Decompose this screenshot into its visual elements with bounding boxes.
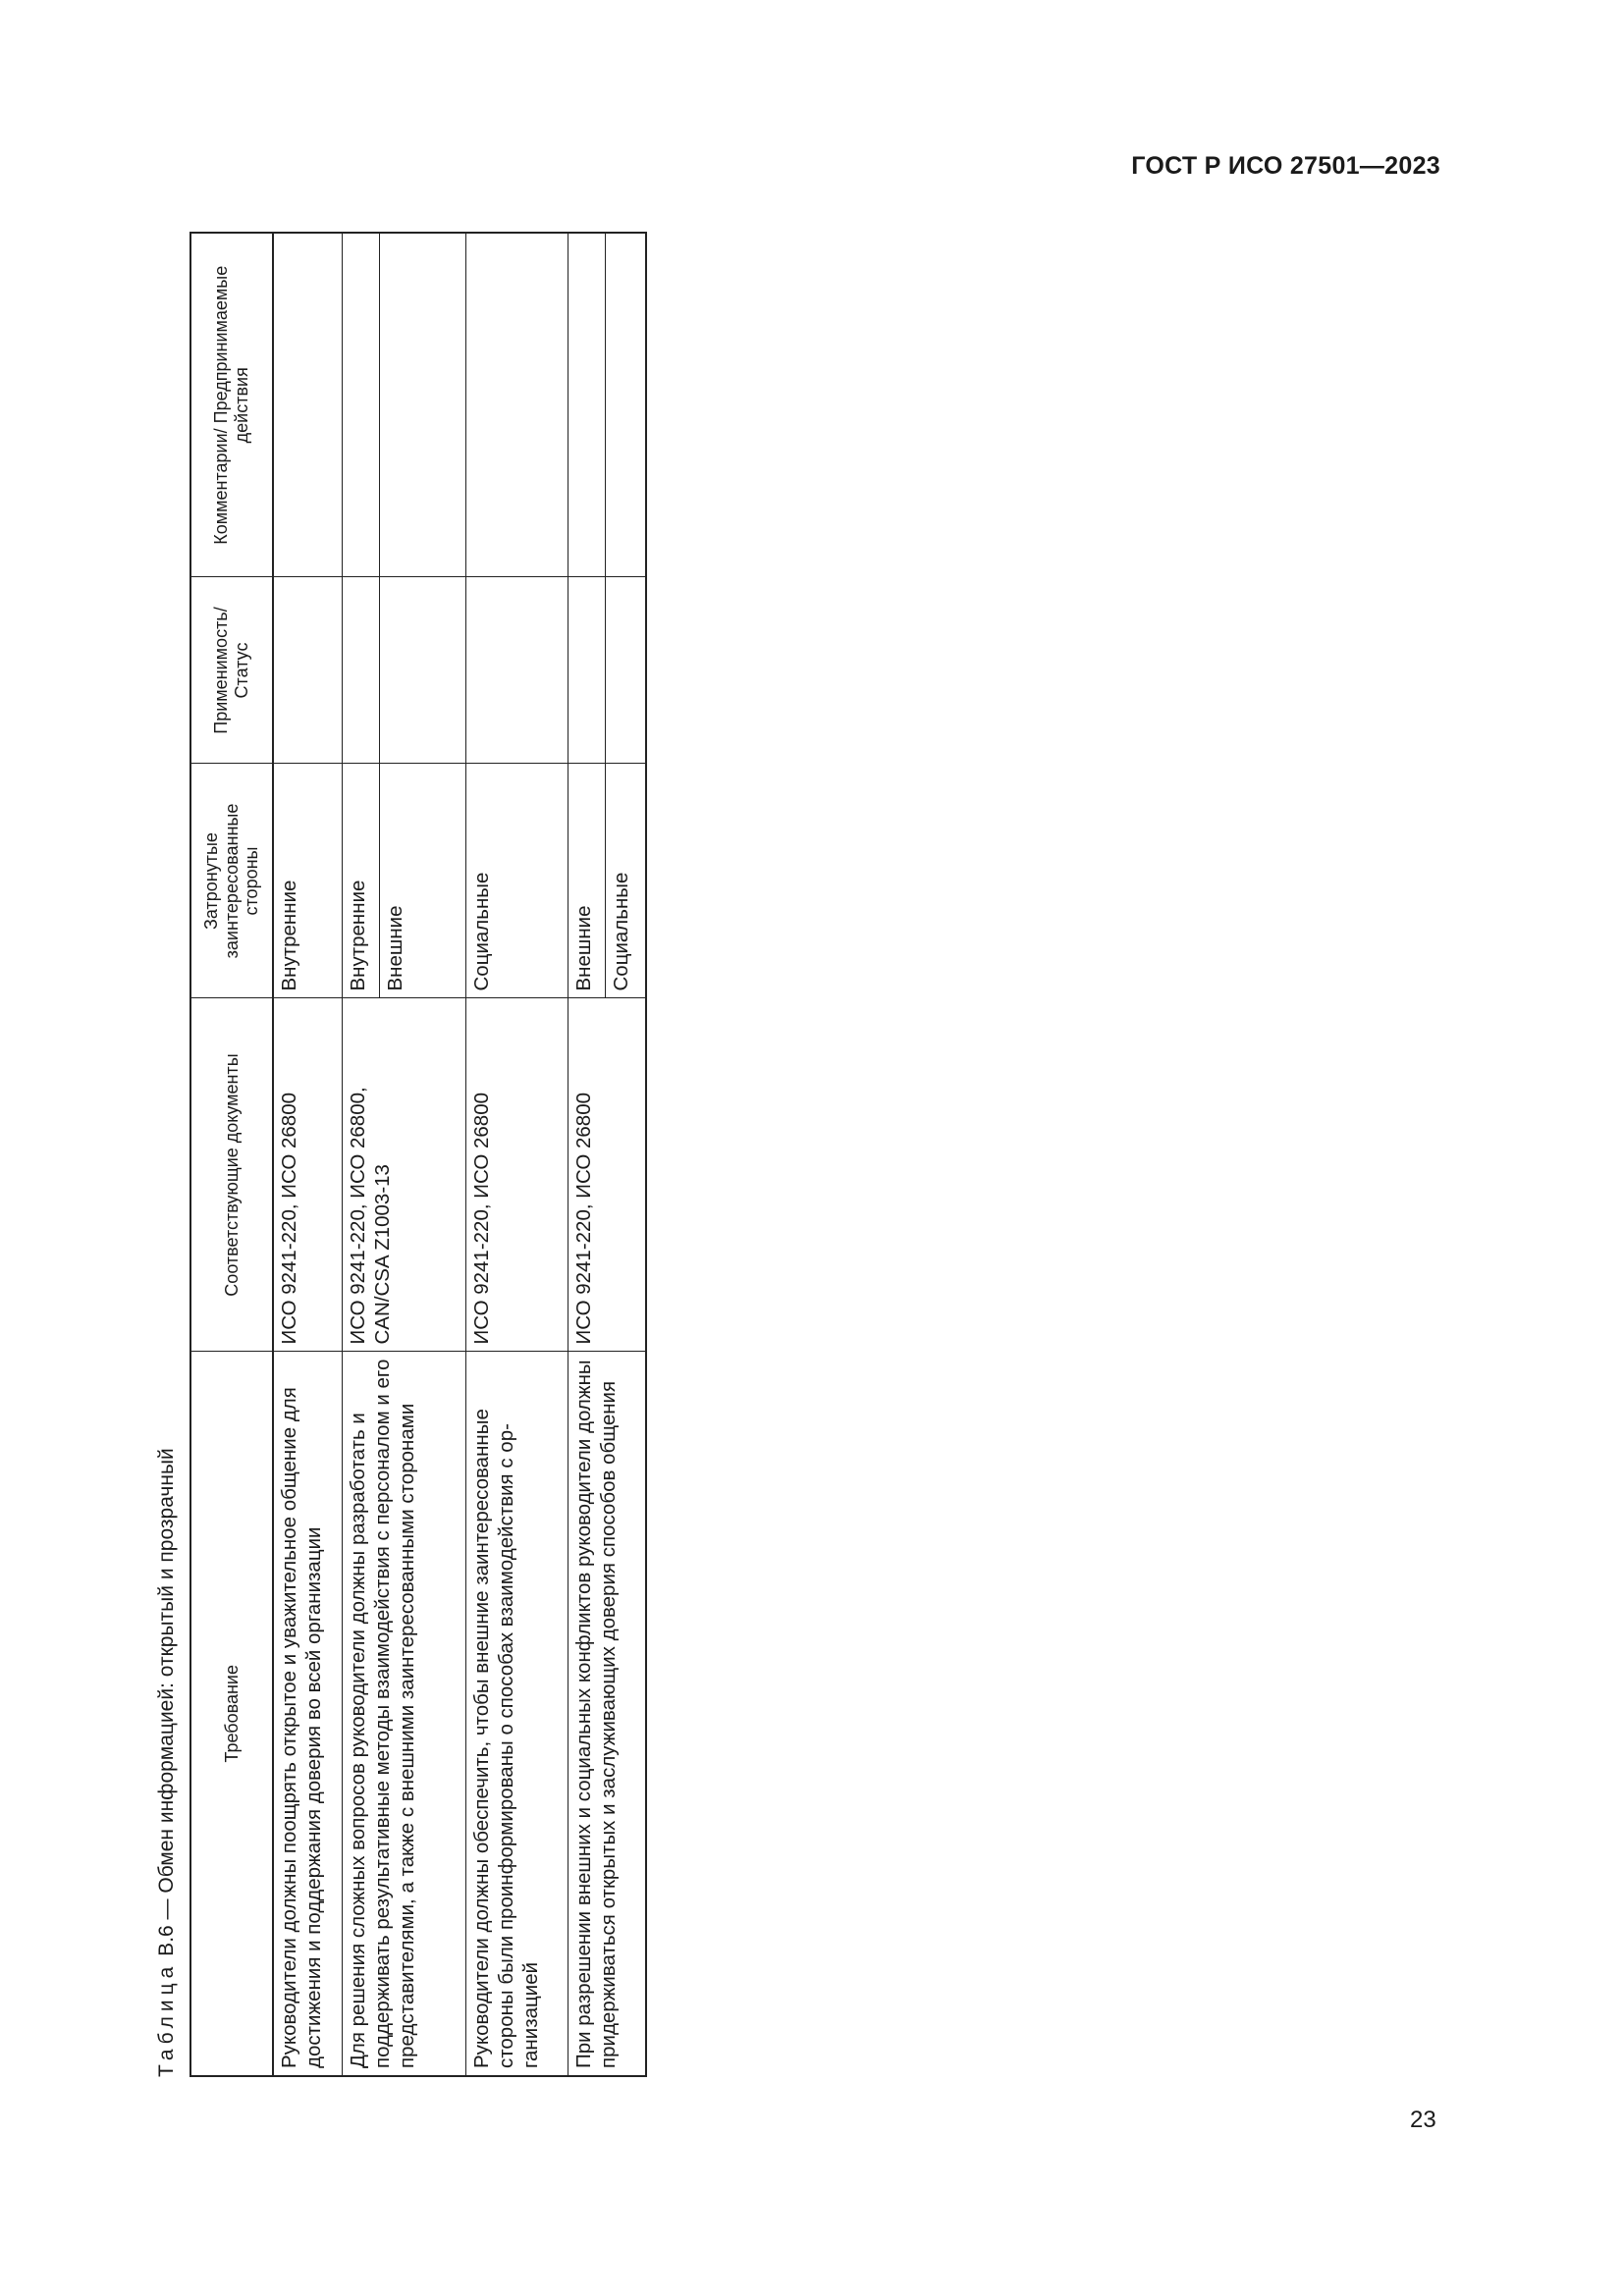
- documents-cell: ИСО 9241-220, ИСО 26800: [465, 998, 568, 1352]
- applicability-cell: [342, 577, 379, 764]
- comments-cell: [273, 233, 342, 577]
- applicability-cell: [273, 577, 342, 764]
- col-header-applicability: Применимость/ Статус: [190, 577, 273, 764]
- stakeholder-cell: Внутренние: [273, 764, 342, 998]
- table-row: [342, 233, 379, 2076]
- applicability-cell: [465, 577, 568, 764]
- documents-cell: ИСО 9241-220, ИСО 26800, CAN/CSA Z1003-13: [342, 998, 465, 1352]
- stakeholder-cell: Социальные: [465, 764, 568, 998]
- table-row: [568, 233, 605, 2076]
- page-number: 23: [1410, 2107, 1436, 2133]
- requirements-table: [189, 232, 647, 2077]
- documents-cell: ИСО 9241-220, ИСО 26800: [568, 998, 646, 1352]
- comments-cell: [379, 233, 465, 577]
- applicability-cell: [379, 577, 465, 764]
- table-header-row: [190, 233, 273, 2076]
- stakeholder-cell: Внутренние: [342, 764, 379, 998]
- table-row: [465, 233, 568, 2076]
- applicability-cell: [568, 577, 605, 764]
- table-caption: [144, 1448, 189, 2077]
- comments-cell: [465, 233, 568, 577]
- comments-cell: [342, 233, 379, 577]
- requirement-cell: Руководители должны поощрять открытое и уважительное общение для достижения и поддержания доверия во всей организации: [273, 1352, 342, 2076]
- documents-cell: ИСО 9241-220, ИСО 26800: [273, 998, 342, 1352]
- col-header-documents: Соответствующие документы: [190, 998, 273, 1352]
- caption-label: Таблица: [155, 1961, 178, 2077]
- caption-number: В.6: [155, 1925, 178, 1956]
- col-header-stakeholders: Затронутые заинтересованные стороны: [190, 764, 273, 998]
- comments-cell: [605, 233, 646, 577]
- requirement-cell: Для решения сложных вопросов руководители должны разработать и поддерживать результативные методы взаимодействия с персоналом и его представителями, а также с внешними заинтересованными сторонами: [342, 1352, 465, 2076]
- col-header-comments: Комментарии/ Предпринимаемые действия: [190, 233, 273, 577]
- caption-title: — Обмен информацией: открытый и прозрачный: [155, 1448, 178, 1926]
- standard-designation: ГОСТ Р ИСО 27501—2023: [1131, 152, 1440, 180]
- stakeholder-cell: Внешние: [568, 764, 605, 998]
- table-row: [273, 233, 342, 2076]
- stakeholder-cell: Внешние: [379, 764, 465, 998]
- comments-cell: [568, 233, 605, 577]
- requirement-cell: Руководители должны обеспечить, чтобы внешние заинтересованные стороны были проинформированы о способах взаимодействия с организацией: [465, 1352, 568, 2076]
- requirement-cell: При разрешении внешних и социальных конфликтов руководители должны придерживаться открытых и заслуживающих доверия способов общения: [568, 1352, 646, 2076]
- stakeholder-cell: Социальные: [605, 764, 646, 998]
- applicability-cell: [605, 577, 646, 764]
- rotated-table-block: [144, 234, 645, 2077]
- col-header-requirement: Требование: [190, 1352, 273, 2076]
